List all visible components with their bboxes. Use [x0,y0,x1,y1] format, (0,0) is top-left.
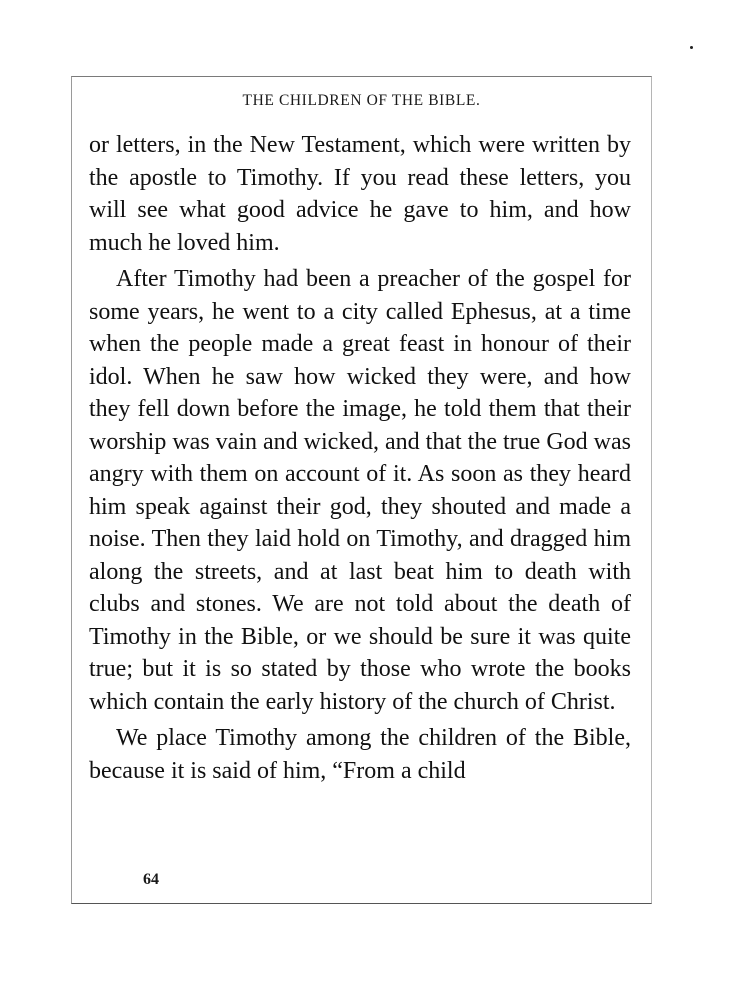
paragraph-continuation: or letters, in the New Testament, which were written by the apostle to Timothy. If you read these letters, you will see what good advice he gave to him, and how much he loved him. [89,132,631,256]
body-text [89,129,631,787]
page-number: 64 [143,871,159,888]
paragraph-timothy-ephesus: After Timothy had been a preacher of the gospel for some years, he went to a city called Ephesus, at a time when the people made a great feast in honour of their idol. When he saw how wicked they were, and how they fell down before the image, he told them that their worship was vain and wicked, and that the true God was angry with them on account of it. As soon as they heard him speak against their god, they shouted and made a noise. Then they laid hold on Timothy, and dragged him along the streets, and at last beat him to death with clubs and stones. We are not told about the death of Timothy in the Bible, or we should be sure it was quite true; but it is so stated by those who wrote the books which contain the early history of the church of Christ. [89,266,631,715]
paragraph-timothy-child: We place Timothy among the children of the Bible, because it is said of him, “From a child [89,725,631,784]
scan-speck [690,46,693,49]
running-head: THE CHILDREN OF THE BIBLE. [242,92,481,109]
